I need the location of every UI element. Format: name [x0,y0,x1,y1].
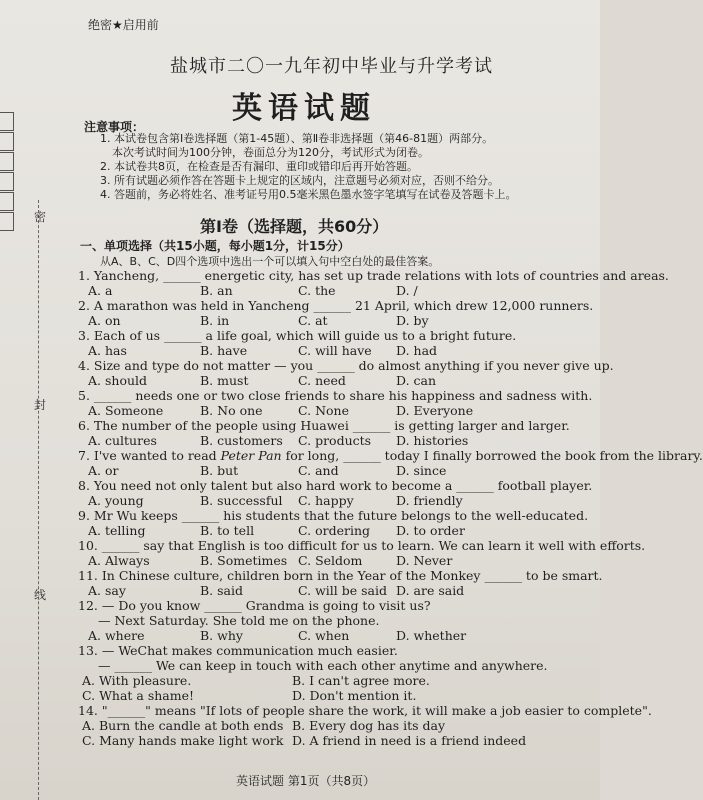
question-stem: 12. — Do you know ______ Grandma is going to visit us? [78,598,431,613]
answer-option: D. Don't mention it. [292,688,417,703]
answer-option: B. Sometimes [200,553,288,568]
question-item [78,328,588,358]
answer-option: A. young [88,493,144,508]
answer-option: B. in [200,313,230,328]
note-line: 2. 本试卷共8页，在检查是否有漏印、重印或错印后再开始答题。 [100,160,418,173]
option-row [78,283,588,298]
option-row [78,553,588,568]
answer-option: C. need [298,373,346,388]
answer-option: D. / [396,283,418,298]
answer-option: C. when [298,628,350,643]
question-item [78,703,652,748]
answer-option: C. Seldom [298,553,363,568]
answer-option: D. to order [396,523,465,538]
page-title: 英语试题 [232,91,376,126]
question-stem: 14. "______" means "If lots of people share the work, it will make a job easier to complete". [78,703,652,718]
seat-number-boxes [0,112,14,220]
part-instruction: 从A、B、C、D四个选项中选出一个可以填入句中空白处的最佳答案。 [100,255,440,268]
notes-list [100,132,580,202]
binding-margin [0,0,58,800]
question-stem: 13. — WeChat makes communication much easier. [78,643,398,658]
question-stem: 9. Mr Wu keeps ______ his students that the future belongs to the well-educated. [78,508,589,523]
answer-option: C. products [298,433,372,448]
answer-option: A. With pleasure. [82,673,192,688]
question-stem: 1. Yancheng, ______ energetic city, has set up trade relations with lots of countries and areas. [78,268,669,283]
question-list [78,268,703,748]
answer-option: D. Never [396,553,453,568]
answer-option: D. since [396,463,447,478]
answer-option: D. are said [396,583,465,598]
option-row [78,313,588,328]
note-line: 本次考试时间为100分钟，卷面总分为120分，考试形式为闭卷。 [112,146,429,159]
answer-option: A. telling [88,523,146,538]
answer-option: B. customers [200,433,283,448]
book-title: Peter Pan [220,448,282,463]
note-line: 1. 本试卷包含第Ⅰ卷选择题（第1-45题）、第Ⅱ卷非选择题（第46-81题）两部分。 [100,132,494,145]
question-stem [78,448,703,463]
answer-option: D. A friend in need is a friend indeed [292,733,527,748]
seal-char: 密 [34,210,47,224]
note-line: 4. 答题前，务必将姓名、准考证号用0.5毫米黑色墨水签字笔填写在试卷及答题卡上。 [100,188,517,201]
question-stem: 6. The number of the people using Huawei ______ is getting larger and larger. [78,418,570,433]
option-row [78,628,588,643]
question-item [78,268,669,298]
question-stem: 10. ______ say that English is too difficult for us to learn. We can learn it well with efforts. [78,538,646,553]
answer-option: B. successful [200,493,283,508]
answer-option: A. or [88,463,119,478]
option-row [78,373,588,388]
question-item [78,568,603,598]
answer-option: A. say [88,583,126,598]
answer-option: C. will be said [298,583,387,598]
answer-option: D. whether [396,628,467,643]
option-row [78,688,588,703]
answer-option: B. but [200,463,239,478]
seal-char: 封 [34,398,47,412]
option-row [78,673,588,688]
answer-option: C. What a shame! [82,688,195,703]
option-row [78,403,588,418]
question-item [78,538,646,568]
answer-option: C. and [298,463,339,478]
answer-option: C. at [298,313,328,328]
answer-option: A. Burn the candle at both ends [82,718,284,733]
answer-option: A. has [88,343,127,358]
answer-option: A. where [88,628,145,643]
section-title: 第Ⅰ卷（选择题，共60分） [200,217,389,236]
option-row [78,523,588,538]
question-stem: 11. In Chinese culture, children born in the Year of the Monkey ______ to be smart. [78,568,603,583]
option-row [78,493,588,508]
seal-char: 线 [34,588,47,602]
question-stem: 8. You need not only talent but also hard work to become a ______ football player. [78,478,593,493]
page-footer: 英语试题 第1页（共8页） [236,774,376,788]
answer-option: D. can [396,373,437,388]
answer-option: B. to tell [200,523,255,538]
option-row [78,718,588,733]
answer-option: D. by [396,313,429,328]
confidential-mark: 绝密★启用前 [88,18,159,32]
option-row [78,463,588,478]
exam-name: 盐城市二〇一九年初中毕业与升学考试 [170,56,493,77]
option-row [78,733,588,748]
option-row [78,343,588,358]
answer-option: C. None [298,403,349,418]
note-line: 3. 所有试题必须作答在答题卡上规定的区域内，注意题号必须对应，否则不给分。 [100,174,499,187]
question-item [78,478,593,508]
answer-option: A. on [88,313,121,328]
answer-option: D. histories [396,433,469,448]
question-stem-part: for long, ______ today I finally borrowed the book from the library. [281,448,703,463]
option-row [78,583,588,598]
question-dialogue-line: — ______ We can keep in touch with each other anytime and anywhere. [98,658,548,673]
answer-option: B. why [200,628,243,643]
answer-option: D. had [396,343,438,358]
answer-option: C. Many hands make light work [82,733,284,748]
answer-option: A. Someone [88,403,164,418]
answer-option: B. I can't agree more. [292,673,430,688]
question-item [78,298,594,328]
answer-option: D. Everyone [396,403,474,418]
answer-option: B. said [200,583,243,598]
answer-option: B. Every dog has its day [292,718,446,733]
question-item [78,643,588,703]
question-item [78,448,703,478]
answer-option: D. friendly [396,493,463,508]
question-stem: 4. Size and type do not matter — you ______ do almost anything if you never give up. [78,358,614,373]
question-item [78,508,588,538]
answer-option: A. should [88,373,148,388]
answer-option: B. No one [200,403,263,418]
part-title: 一、单项选择（共15小题，每小题1分，计15分） [80,239,350,253]
seal-line [38,200,39,800]
question-dialogue-line: — Next Saturday. She told me on the phone. [98,613,380,628]
question-item [78,388,593,418]
answer-option: B. an [200,283,233,298]
question-item [78,358,614,388]
option-row [78,433,588,448]
answer-option: C. the [298,283,336,298]
question-stem: 5. ______ needs one or two close friends to share his happiness and sadness with. [78,388,593,403]
answer-option: A. cultures [88,433,157,448]
answer-option: C. happy [298,493,354,508]
question-item [78,598,588,643]
answer-option: A. Always [88,553,150,568]
answer-option: A. a [88,283,113,298]
notes-heading: 注意事项： [84,120,145,134]
answer-option: C. ordering [298,523,370,538]
question-stem: 2. A marathon was held in Yancheng ______ 21 April, which drew 12,000 runners. [78,298,594,313]
question-stem-part: 7. I've wanted to read [78,448,221,463]
answer-option: B. must [200,373,249,388]
question-item [78,418,588,448]
answer-option: B. have [200,343,248,358]
question-stem: 3. Each of us ______ a life goal, which will guide us to a bright future. [78,328,517,343]
answer-option: C. will have [298,343,372,358]
